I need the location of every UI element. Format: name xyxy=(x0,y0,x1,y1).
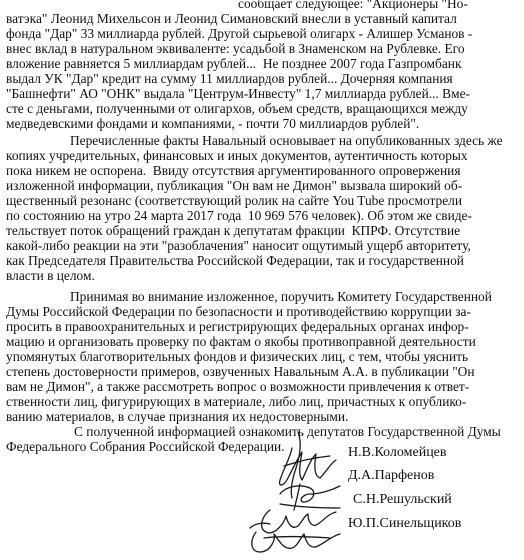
text-line: мацию и организовать проверку по фактам о якобы противоправной деятельности xyxy=(6,334,476,349)
text-line: С полученной информацией ознакомить депутатов Государственной Думы xyxy=(74,424,501,439)
signatory-name: Н.В.Коломейцев xyxy=(348,445,447,460)
text-line: Принимая во внимание изложенное, поручить Комитету Государственной xyxy=(70,289,492,304)
handwritten-signatures xyxy=(240,428,360,558)
text-line: вам не Димон", а также рассмотреть вопрос о возможности привлечения к ответ- xyxy=(6,379,470,394)
text-line: Перечисленные факты Навальный основывает на опубликованных здесь же xyxy=(70,133,503,148)
text-line: щественный резонанс (соответствующий ролик на сайте You Tube просмотрели xyxy=(6,193,462,208)
text-line: какой-либо реакции на эти "разоблачения" наносит ощутимый ущерб авторитету, xyxy=(6,238,471,253)
signatory-name: С.Н.Решульский xyxy=(353,492,452,507)
text-line: фонда "Дар" 33 миллиарда рублей. Другой сырьевой олигарх - Алишер Усманов - xyxy=(6,26,473,41)
text-line: как Председателя Правительства Российской Федерации, так и государственной xyxy=(6,253,464,268)
text-line: по состоянию на утро 24 марта 2017 года 10 969 576 человек). Об этом же свиде- xyxy=(6,208,472,223)
text-line: ватэка" Леонид Михельсон и Леонид Симановский внесли в уставный капитал xyxy=(6,11,457,26)
text-line: выдал УК "Дар" кредит на сумму 11 миллиардов рублей... Дочерняя компания xyxy=(6,71,453,86)
text-line: упомянутых благотворительных фондов и физических лиц, с тем, чтобы уяснить xyxy=(6,349,469,364)
text-line: ственности лиц, фигурирующих в материале, либо лиц, причастных к опублико- xyxy=(6,394,467,409)
text-line: Думы Российской Федерации по безопасности и противодействию коррупции за- xyxy=(6,304,471,319)
text-line: сте с деньгами, полученными от олигархов, объем средств, вращающихся между xyxy=(6,101,468,116)
text-line: копиях учредительных, финансовых и иных документов, аутентичность которых xyxy=(6,148,468,163)
text-line: внес вклад в натуральном эквиваленте: усадьбой в Знаменском на Рублевке. Его xyxy=(6,41,465,56)
text-line: сообщает следующее: "Акционеры "Но- xyxy=(238,0,468,11)
text-line: пока никем не оспорена. Ввиду отсутствия аргументированного опровержения xyxy=(6,163,461,178)
text-line: Федерального Собрания Российской Федерации. xyxy=(6,439,285,454)
text-line: просить в правоохранительных и регистрирующих федеральных органах инфор- xyxy=(6,319,469,334)
text-line: ванию материалов, в случае признания их недостоверными. xyxy=(6,409,349,424)
signatory-name: Д.А.Парфенов xyxy=(348,468,435,483)
signatory-name: Ю.П.Синельщиков xyxy=(348,516,462,531)
text-line: вложение равняется 5 миллиардам рублей... Не позднее 2007 года Газпромбанк xyxy=(6,56,462,71)
text-line: изложенной информации, публикация "Он вам не Димон" вызвала широкий об- xyxy=(6,178,463,193)
text-line: степень достоверности примеров, озвученных Навальным А.А. в публикации "Он xyxy=(6,364,475,379)
text-line: тельствует поток обращений граждан к депутатам фракции КПРФ. Отсутствие xyxy=(6,223,461,238)
text-line: "Башнефти" АО "ОНК" выдала "Центрум-Инвесту" 1,7 миллиарда рублей... Вме- xyxy=(6,86,470,101)
text-line: власти в целом. xyxy=(6,268,95,283)
text-line: медведевскими фондами и компаниями, - почти 70 миллиардов рублей". xyxy=(6,116,420,131)
